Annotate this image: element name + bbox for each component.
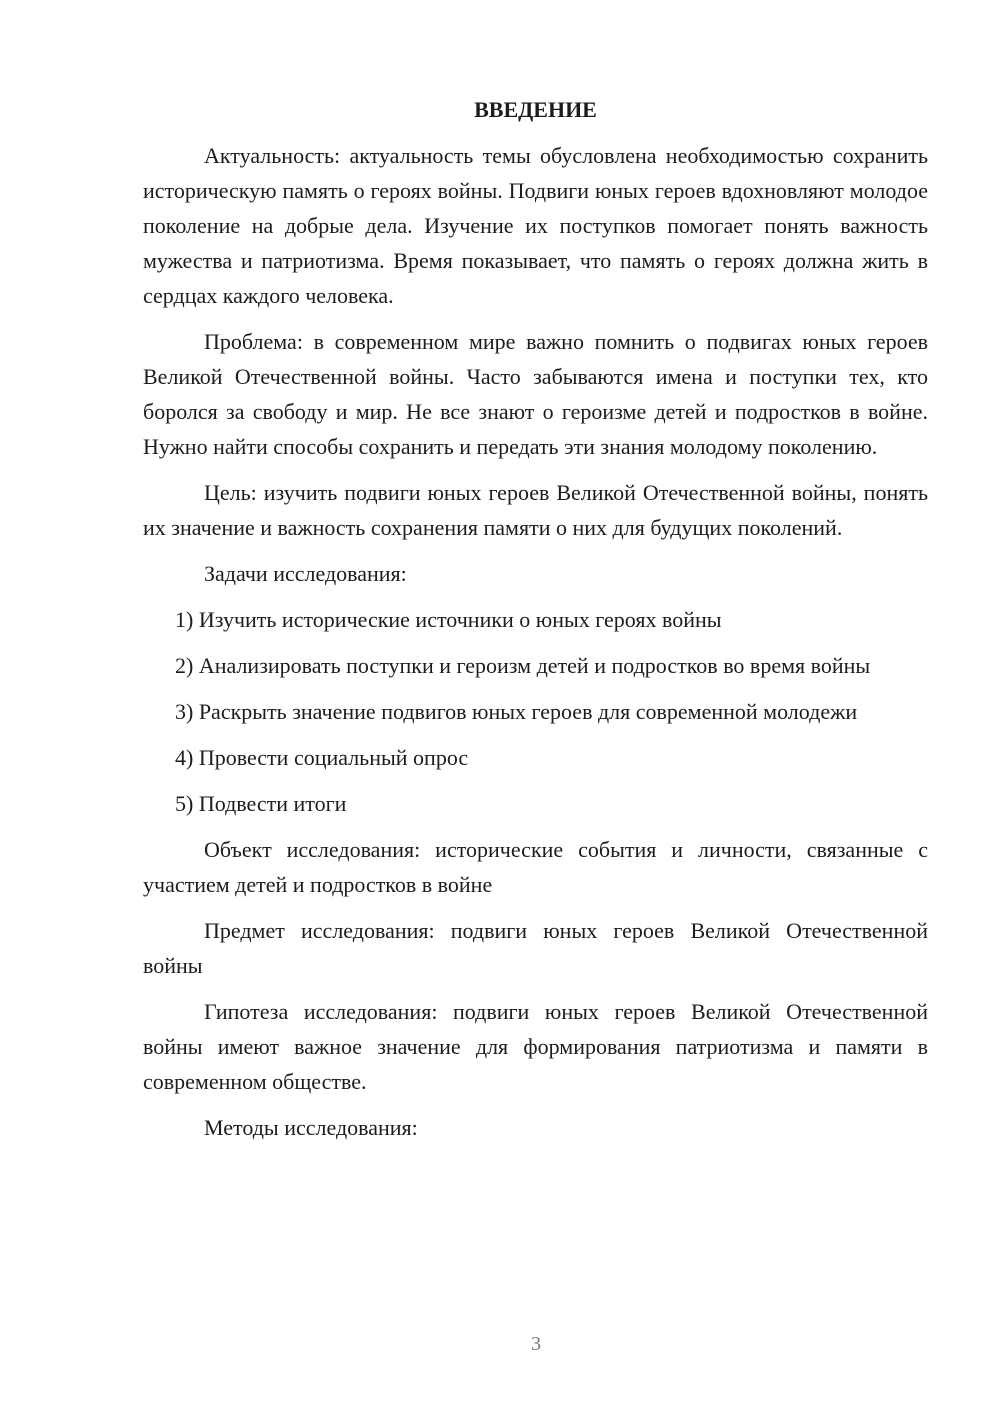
task-item: 5) Подвести итоги bbox=[175, 791, 347, 816]
task-item: 3) Раскрыть значение подвигов юных героев для современной молодежи bbox=[175, 699, 858, 724]
hypothesis-paragraph: Гипотеза исследования: подвиги юных героев Великой Отечественной войны имеют важное значение для формирования патриотизма и памяти в современном обществе. bbox=[143, 999, 928, 1094]
tasks-heading: Задачи исследования: bbox=[204, 561, 407, 586]
task-item: 1) Изучить исторические источники о юных героях войны bbox=[175, 607, 722, 632]
page-number: 3 bbox=[531, 1333, 541, 1355]
subject-paragraph: Предмет исследования: подвиги юных героев Великой Отечественной войны bbox=[143, 918, 928, 978]
relevance-paragraph: Актуальность: актуальность темы обусловлена необходимостью сохранить историческую память о героях войны. Подвиги юных героев вдохновляют молодое поколение на добрые дела. Изучение их поступков помогает понять важность мужества и патриотизма. Время показывает, что память о героях должна жить в сердцах каждого человека. bbox=[143, 143, 928, 308]
page-content bbox=[143, 95, 928, 1156]
task-item: 2) Анализировать поступки и героизм детей и подростков во время войны bbox=[175, 653, 871, 678]
section-title: ВВЕДЕНИЕ bbox=[474, 97, 597, 122]
problem-paragraph: Проблема: в современном мире важно помнить о подвигах юных героев Великой Отечественной войны. Часто забываются имена и поступки тех, кто боролся за свободу и мир. Не все знают о героизме детей и подростков в войне. Нужно найти способы сохранить и передать эти знания молодому поколению. bbox=[143, 329, 928, 459]
object-paragraph: Объект исследования: исторические события и личности, связанные с участием детей и подростков в войне bbox=[143, 837, 928, 897]
methods-heading: Методы исследования: bbox=[204, 1115, 418, 1140]
goal-paragraph: Цель: изучить подвиги юных героев Великой Отечественной войны, понять их значение и важность сохранения памяти о них для будущих поколений. bbox=[143, 480, 928, 540]
task-item: 4) Провести социальный опрос bbox=[175, 745, 469, 770]
